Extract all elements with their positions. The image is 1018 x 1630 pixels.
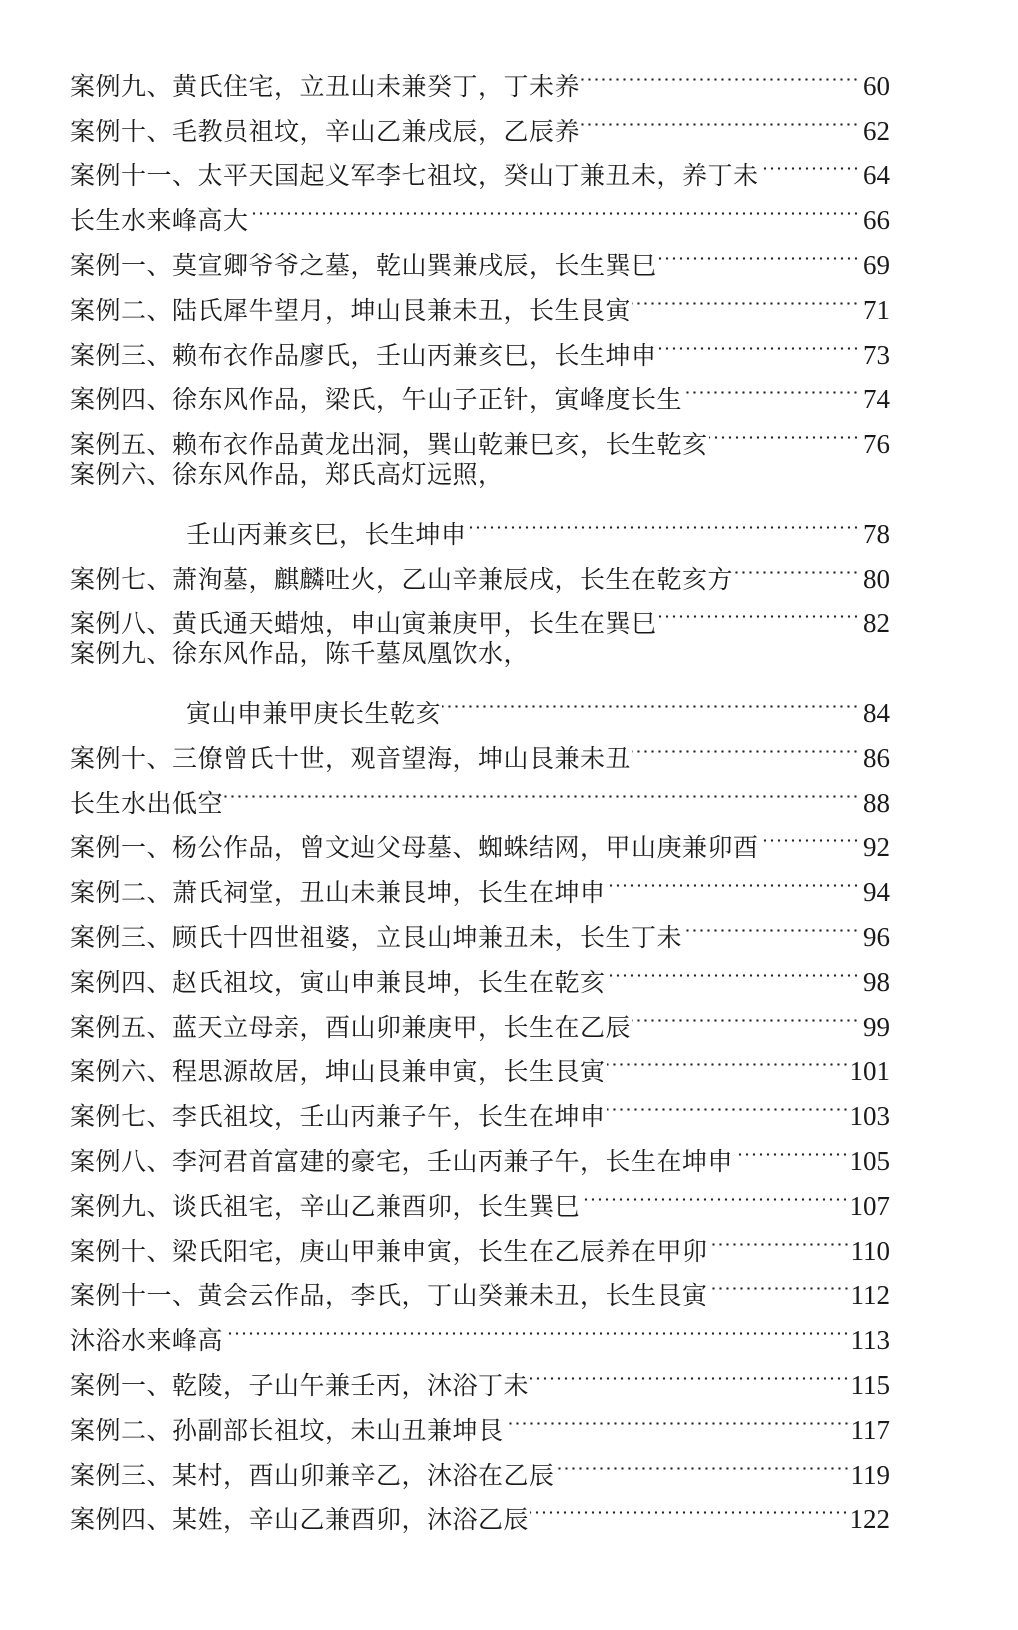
toc-entry-page: 122 <box>849 1504 890 1535</box>
toc-entry-title: 沐浴水来峰高 <box>70 1326 224 1356</box>
toc-entry-title: 案例四、徐东风作品，梁氏，午山子正针，寅峰度长生 <box>70 385 683 415</box>
toc-entry-page: 110 <box>850 1235 890 1266</box>
toc-entry-page: 69 <box>863 249 890 280</box>
dot-leader <box>607 1036 849 1081</box>
dot-leader <box>658 588 859 633</box>
toc-entry-title: 案例二、孙副部长祖坟，未山丑兼坤艮 <box>70 1415 504 1445</box>
toc-entry-page: 80 <box>863 563 890 594</box>
toc-entry-page: 98 <box>863 966 890 997</box>
dot-leader <box>760 812 859 857</box>
toc-entry-title: 长生水出低空 <box>70 788 224 818</box>
toc-entry-title: 案例六、徐东风作品，郑氏高灯远照， <box>70 460 504 490</box>
toc-entry-title: 案例九、谈氏祖宅，辛山乙兼酉卯，长生巽巳 <box>70 1191 581 1221</box>
toc-entry-title: 案例十一、太平天国起义军李七祖坟，癸山丁兼丑未，养丁未 <box>70 161 759 191</box>
dot-leader <box>607 856 859 901</box>
toc-entry-page: 101 <box>849 1056 890 1087</box>
toc-entry-title: 案例二、萧氏祠堂，丑山未兼艮坤，长生在坤申 <box>70 878 606 908</box>
toc-entry-page: 105 <box>849 1145 890 1176</box>
dot-leader <box>224 1304 849 1349</box>
dot-leader <box>709 1215 850 1260</box>
table-of-contents <box>70 50 890 1535</box>
dot-leader <box>530 1484 848 1529</box>
toc-entry-page: 82 <box>863 608 890 639</box>
toc-entry-title: 案例九、黄氏住宅，立丑山未兼癸丁，丁未养 <box>70 71 581 101</box>
toc-entry-title: 案例三、某村，酉山卯兼辛乙，沐浴在乙辰 <box>70 1460 555 1490</box>
toc-entry-title: 案例三、顾氏十四世祖婆，立艮山坤兼丑未，长生丁未 <box>70 922 683 952</box>
dot-leader <box>250 184 859 229</box>
toc-entry-continuation[interactable] <box>70 498 890 549</box>
dot-leader <box>442 677 859 722</box>
toc-entry-title: 案例五、赖布衣作品黄龙出洞，巽山乾兼巳亥，长生乾亥 <box>70 430 708 460</box>
dot-leader <box>658 229 859 274</box>
dot-leader <box>760 140 859 185</box>
toc-entry-page: 113 <box>850 1325 890 1356</box>
dot-leader <box>734 543 859 588</box>
toc-entry-title: 案例五、蓝天立母亲，酉山卯兼庚甲，长生在乙辰 <box>70 1012 632 1042</box>
toc-entry-title: 案例十一、黄会云作品，李氏，丁山癸兼未丑，长生艮寅 <box>70 1281 708 1311</box>
toc-entry-page: 107 <box>849 1190 890 1221</box>
dot-leader <box>607 1080 849 1125</box>
toc-entry-page: 112 <box>850 1280 890 1311</box>
toc-entry-title: 案例一、莫宣卿爷爷之墓，乾山巽兼戌辰，长生巽巳 <box>70 250 657 280</box>
dot-leader <box>581 1170 848 1215</box>
toc-entry[interactable] <box>70 453 890 498</box>
toc-entry-page: 92 <box>863 832 890 863</box>
toc-entry-page: 99 <box>863 1011 890 1042</box>
toc-entry-page: 115 <box>850 1369 890 1400</box>
toc-entry-title: 案例十、毛教员祖坟，辛山乙兼戌辰，乙辰养 <box>70 116 581 146</box>
toc-entry-title: 案例二、陆氏犀牛望月，坤山艮兼未丑，长生艮寅 <box>70 295 632 325</box>
toc-entry-title: 案例七、萧洵墓，麒麟吐火，乙山辛兼辰戌，长生在乾亥方 <box>70 564 734 594</box>
dot-leader <box>632 722 859 767</box>
dot-leader <box>607 946 859 991</box>
toc-entry-continuation[interactable] <box>70 677 890 728</box>
dot-leader <box>581 95 859 140</box>
dot-leader <box>530 1349 849 1394</box>
toc-entry-page: 64 <box>863 160 890 191</box>
toc-entry[interactable] <box>70 50 890 101</box>
toc-entry-page: 96 <box>863 921 890 952</box>
toc-entry-title: 案例四、赵氏祖坟，寅山申兼艮坤，长生在乾亥 <box>70 967 606 997</box>
toc-entry-page: 66 <box>863 205 890 236</box>
toc-entry-title: 案例三、赖布衣作品廖氏，壬山丙兼亥巳，长生坤申 <box>70 340 657 370</box>
toc-entry-title: 案例六、程思源故居，坤山艮兼申寅，长生艮寅 <box>70 1057 606 1087</box>
toc-entry-page: 78 <box>863 518 890 549</box>
dot-leader <box>224 767 859 812</box>
toc-entry-page: 76 <box>863 429 890 460</box>
toc-entry-page: 62 <box>863 115 890 146</box>
toc-entry-page: 84 <box>863 697 890 728</box>
toc-entry-page: 88 <box>863 787 890 818</box>
toc-entry-title: 案例九、徐东风作品，陈千墓凤凰饮水， <box>70 639 530 669</box>
toc-entry-title: 案例八、李河君首富建的豪宅，壬山丙兼子午，长生在坤申 <box>70 1146 734 1176</box>
dot-leader <box>709 1260 850 1305</box>
dot-leader <box>505 1394 850 1439</box>
toc-entry-page: 73 <box>863 339 890 370</box>
toc-entry-page: 60 <box>863 70 890 101</box>
dot-leader <box>683 901 859 946</box>
toc-entry-title: 案例一、乾陵，子山午兼壬丙，沐浴丁未 <box>70 1370 530 1400</box>
toc-entry-title: 案例八、黄氏通天蜡烛，申山寅兼庚甲，长生在巽巳 <box>70 609 657 639</box>
toc-entry-title: 长生水来峰高大 <box>70 206 249 236</box>
toc-entry[interactable] <box>70 632 890 677</box>
toc-entry-page: 119 <box>850 1459 890 1490</box>
toc-entry-title: 案例四、某姓，辛山乙兼酉卯，沐浴乙辰 <box>70 1505 530 1535</box>
toc-entry-title: 案例十、三僚曾氏十世，观音望海，坤山艮兼未丑 <box>70 743 632 773</box>
toc-entry-page: 103 <box>849 1101 890 1132</box>
toc-entry-page: 71 <box>863 294 890 325</box>
dot-leader <box>683 364 859 409</box>
dot-leader <box>468 498 859 543</box>
dot-leader <box>632 274 859 319</box>
toc-entry-title: 案例十、梁氏阳宅，庚山甲兼申寅，长生在乙辰养在甲卯 <box>70 1236 708 1266</box>
toc-entry-page: 74 <box>863 384 890 415</box>
dot-leader <box>556 1439 850 1484</box>
dot-leader <box>632 991 859 1036</box>
toc-entry-title: 壬山丙兼亥巳，长生坤申 <box>186 519 467 549</box>
toc-entry-page: 117 <box>850 1414 890 1445</box>
toc-entry-title: 案例一、杨公作品，曾文辿父母墓、蜘蛛结网，甲山庚兼卯酉 <box>70 833 759 863</box>
toc-entry-title: 案例七、李氏祖坟，壬山丙兼子午，长生在坤申 <box>70 1102 606 1132</box>
toc-entry-title: 寅山申兼甲庚长生乾亥 <box>186 698 442 728</box>
toc-entry-page: 86 <box>863 742 890 773</box>
dot-leader <box>581 50 859 95</box>
dot-leader <box>658 319 859 364</box>
dot-leader <box>709 408 859 453</box>
dot-leader <box>734 1125 848 1170</box>
toc-entry-page: 94 <box>863 877 890 908</box>
